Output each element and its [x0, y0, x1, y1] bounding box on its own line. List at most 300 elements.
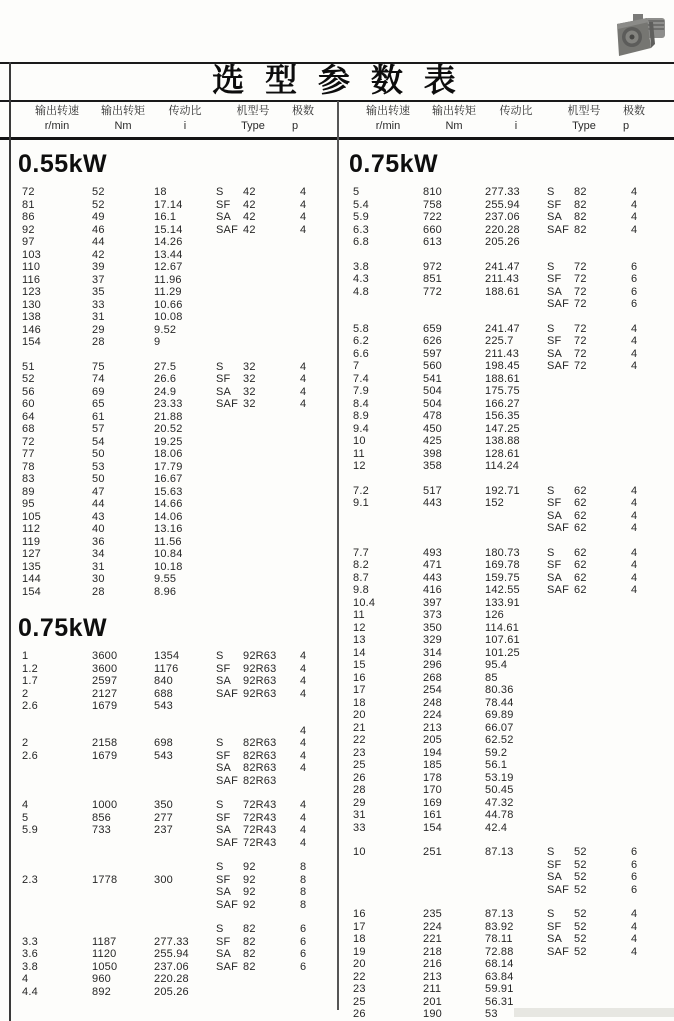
cell-poles	[290, 511, 338, 524]
cell-poles	[290, 700, 338, 713]
type-prefix	[547, 684, 574, 697]
cell-type	[547, 734, 621, 747]
table-header-left	[10, 103, 337, 133]
cell-poles	[621, 684, 669, 697]
type-size: 32	[243, 360, 256, 373]
cell-type	[547, 797, 621, 810]
table-row	[22, 923, 337, 936]
cell-poles: 6	[300, 960, 307, 973]
cell-poles	[621, 448, 669, 461]
cell-output-torque: 69	[92, 385, 105, 398]
cell-poles	[290, 311, 338, 324]
cell-poles: 4	[300, 211, 307, 223]
table-row	[22, 486, 337, 499]
cell-poles	[290, 436, 338, 449]
cell-poles	[290, 299, 338, 312]
cell-type	[216, 498, 290, 511]
type-prefix	[547, 759, 574, 772]
type-size: 92R63	[243, 662, 277, 675]
cell-output-torque: 31	[92, 560, 105, 573]
type-size: 72	[574, 298, 587, 310]
cell-output-torque: 892	[92, 985, 111, 998]
cell-ratio	[154, 762, 216, 775]
cell-output-speed: 9.4	[353, 422, 369, 435]
type-prefix: SF	[216, 935, 231, 948]
cell-ratio: 237	[154, 824, 173, 836]
cell-output-speed: 22	[353, 734, 366, 746]
cell-type	[216, 775, 290, 788]
type-prefix	[547, 448, 574, 461]
type-size: 82R63	[243, 749, 277, 762]
cell-output-torque: 44	[92, 236, 105, 248]
table-row	[22, 762, 337, 775]
cell-output-torque: 478	[423, 410, 442, 422]
cell-output-speed: 95	[22, 498, 35, 510]
cell-type	[547, 722, 621, 735]
cell-type	[216, 762, 290, 775]
column-header-unit: r/min	[375, 120, 401, 132]
cell-type	[547, 584, 621, 597]
type-prefix: SAF	[547, 522, 569, 534]
cell-output-torque: 659	[423, 322, 442, 335]
cell-ratio: 17.14	[154, 198, 183, 211]
cell-output-torque: 29	[92, 323, 105, 336]
type-size: 92R63	[243, 675, 277, 687]
cell-output-speed: 5.4	[353, 198, 369, 211]
type-size: 92	[243, 873, 256, 886]
cell-ratio: 220.28	[154, 973, 189, 985]
type-prefix	[216, 411, 243, 424]
type-size: 72R43	[243, 799, 277, 811]
cell-output-speed: 5	[353, 186, 360, 198]
cell-output-torque: 216	[423, 958, 442, 970]
cell-ratio	[485, 522, 547, 535]
type-size: 32	[243, 398, 256, 410]
type-prefix: SF	[216, 662, 231, 675]
cell-type	[547, 273, 621, 286]
table-block	[22, 861, 337, 911]
type-prefix: SAF	[547, 360, 569, 372]
column-header-label: 传动比	[168, 105, 202, 117]
cell-poles: 6	[300, 935, 307, 948]
cell-output-torque: 154	[423, 821, 442, 834]
type-prefix	[216, 523, 243, 536]
table-row	[22, 675, 337, 688]
cell-output-torque	[423, 510, 485, 523]
table-row	[353, 348, 674, 361]
cell-type	[216, 675, 290, 688]
type-size: 62	[574, 484, 587, 497]
type-prefix	[547, 597, 574, 610]
table-row	[353, 286, 674, 299]
cell-output-torque: 722	[423, 211, 442, 223]
cell-output-torque: 36	[92, 535, 105, 548]
cell-ratio: 87.13	[485, 908, 514, 920]
table-row	[353, 559, 674, 572]
cell-ratio: 142.55	[485, 584, 520, 596]
cell-poles: 8	[300, 898, 307, 911]
cell-output-torque	[423, 522, 485, 535]
cell-ratio: 53.19	[485, 771, 514, 784]
cell-output-torque: 224	[423, 709, 442, 721]
type-prefix	[547, 722, 574, 735]
type-prefix: SAF	[547, 584, 569, 596]
cell-type	[216, 561, 290, 574]
cell-type	[547, 784, 621, 797]
cell-ratio	[154, 725, 216, 738]
cell-poles: 8	[300, 861, 307, 873]
cell-output-torque: 43	[92, 510, 105, 523]
cell-output-speed: 11	[353, 447, 365, 460]
table-block	[22, 186, 337, 349]
cell-ratio: 192.71	[485, 484, 520, 497]
table-row	[353, 360, 674, 373]
cell-ratio: 300	[154, 873, 173, 886]
cell-type	[547, 335, 621, 348]
cell-type	[216, 461, 290, 474]
cell-poles	[621, 634, 669, 647]
cell-output-speed: 25	[353, 759, 366, 771]
cell-poles: 4	[631, 347, 638, 360]
cell-ratio: 18.06	[154, 448, 183, 460]
type-prefix: SAF	[216, 223, 238, 236]
type-prefix	[547, 747, 574, 760]
cell-poles	[290, 561, 338, 574]
type-prefix: SAF	[216, 687, 238, 700]
cell-type	[547, 647, 621, 660]
cell-output-speed: 68	[22, 423, 35, 435]
cell-poles	[621, 236, 669, 249]
cell-output-torque: 398	[423, 447, 442, 460]
cell-ratio: 237.06	[154, 960, 189, 973]
cell-type	[216, 473, 290, 486]
cell-output-speed: 13	[353, 634, 366, 646]
cell-type	[216, 923, 290, 936]
cell-type	[216, 650, 290, 663]
type-prefix	[547, 809, 574, 822]
cell-output-torque: 268	[423, 671, 442, 684]
cell-poles: 4	[631, 509, 638, 522]
cell-ratio: 840	[154, 675, 173, 687]
table-row	[353, 273, 674, 286]
cell-poles	[290, 411, 338, 424]
column-header-label: 极数	[292, 105, 314, 117]
cell-ratio: 47.32	[485, 796, 514, 809]
cell-ratio: 543	[154, 749, 173, 762]
type-prefix: S	[547, 846, 555, 858]
cell-output-speed: 20	[353, 958, 366, 970]
table-row	[22, 573, 337, 586]
cell-output-torque: 213	[423, 970, 442, 983]
cell-output-speed: 4.4	[22, 985, 38, 998]
table-row	[353, 684, 674, 697]
cell-ratio	[154, 886, 216, 899]
table-row	[22, 236, 337, 249]
cell-output-torque: 626	[423, 335, 442, 347]
left-border-line	[9, 62, 11, 1021]
column-header-label: 输出转矩	[432, 105, 476, 117]
table-row	[22, 961, 337, 974]
type-prefix: S	[547, 908, 555, 920]
cell-type	[547, 572, 621, 585]
cell-type	[547, 747, 621, 760]
cell-type	[216, 961, 290, 974]
cell-output-torque: 218	[423, 945, 442, 958]
cell-output-torque: 254	[423, 684, 442, 696]
type-prefix: SF	[547, 559, 562, 571]
cell-type	[547, 261, 621, 274]
table-block	[353, 261, 674, 311]
cell-output-speed: 103	[22, 248, 41, 261]
cell-ratio: 211.43	[485, 273, 520, 285]
type-prefix: SA	[547, 871, 563, 883]
cell-type	[216, 973, 290, 986]
cell-poles: 4	[631, 198, 638, 211]
table-row	[22, 799, 337, 812]
cell-output-torque: 33	[92, 298, 105, 311]
type-size: 92R63	[243, 650, 277, 662]
center-divider-line	[337, 101, 339, 1010]
type-size: 92	[243, 861, 256, 873]
column-header-0	[353, 103, 423, 133]
type-prefix: SA	[216, 385, 232, 398]
cell-type	[547, 373, 621, 386]
cell-output-speed	[22, 923, 92, 936]
cell-ratio: 175.75	[485, 385, 520, 397]
cell-type	[547, 448, 621, 461]
table-row	[353, 722, 674, 735]
cell-output-torque: 2597	[92, 675, 118, 687]
cell-output-speed: 18	[353, 933, 366, 945]
cell-type	[547, 921, 621, 934]
cell-output-torque: 49	[92, 211, 105, 223]
type-size: 82	[574, 223, 587, 236]
cell-output-torque: 37	[92, 273, 105, 286]
cell-type	[547, 510, 621, 523]
cell-output-speed: 2.3	[22, 873, 38, 886]
cell-output-torque: 2127	[92, 687, 118, 700]
type-prefix: SF	[547, 198, 562, 211]
cell-type	[216, 799, 290, 812]
cell-poles	[621, 597, 669, 610]
type-prefix: SA	[547, 509, 563, 522]
cell-type	[547, 398, 621, 411]
cell-ratio: 95.4	[485, 659, 508, 671]
table-block	[22, 725, 337, 788]
table-row	[353, 908, 674, 921]
cell-type	[216, 886, 290, 899]
cell-poles: 4	[300, 385, 307, 398]
cell-type	[547, 435, 621, 448]
cell-output-speed: 89	[22, 485, 35, 498]
table-row	[22, 211, 337, 224]
cell-output-speed: 5.8	[353, 322, 369, 335]
cell-output-speed: 5.9	[22, 824, 38, 836]
cell-poles	[621, 385, 669, 398]
cell-type	[547, 672, 621, 685]
type-prefix: S	[547, 260, 555, 273]
cell-poles: 4	[300, 662, 307, 675]
type-size: 92R63	[243, 687, 277, 700]
cell-poles	[290, 324, 338, 337]
cell-poles: 6	[631, 285, 638, 298]
cell-poles	[621, 759, 669, 772]
cell-type	[547, 634, 621, 647]
cell-output-speed: 4.8	[353, 285, 369, 298]
type-size: 82	[243, 948, 256, 960]
table-row	[22, 299, 337, 312]
cell-output-torque	[92, 861, 154, 874]
cell-output-torque: 74	[92, 373, 105, 385]
cell-poles: 4	[631, 360, 638, 372]
cell-output-speed	[353, 522, 423, 535]
cell-poles: 4	[631, 546, 638, 559]
cell-poles: 4	[631, 186, 638, 198]
cell-output-torque	[423, 859, 485, 872]
cell-poles	[290, 973, 338, 986]
type-prefix	[216, 236, 243, 249]
type-prefix: S	[216, 650, 224, 662]
cell-output-torque: 194	[423, 746, 442, 759]
cell-ratio: 8.96	[154, 585, 177, 598]
cell-ratio: 241.47	[485, 260, 520, 273]
cell-output-torque: 960	[92, 973, 111, 985]
cell-output-speed: 10.4	[353, 596, 376, 609]
cell-output-torque: 34	[92, 548, 105, 560]
cell-output-torque	[423, 298, 485, 311]
cell-type	[547, 846, 621, 859]
cell-poles	[621, 398, 669, 411]
cell-poles	[290, 336, 338, 349]
type-prefix	[547, 236, 574, 249]
cell-output-speed: 154	[22, 336, 41, 348]
cell-output-torque: 972	[423, 260, 442, 273]
type-prefix: S	[216, 186, 224, 198]
type-prefix: SF	[216, 198, 231, 211]
column-header-unit: i	[183, 120, 187, 132]
type-size: 82R63	[243, 737, 277, 749]
cell-ratio: 237.06	[485, 211, 520, 223]
cell-output-speed: 7.7	[353, 546, 369, 559]
cell-type	[547, 958, 621, 971]
cell-ratio: 16.1	[154, 211, 177, 223]
type-prefix	[216, 973, 243, 986]
column-header-3	[216, 103, 290, 133]
type-size: 32	[243, 373, 256, 385]
type-size: 82	[574, 198, 587, 211]
cell-poles: 6	[631, 273, 638, 285]
cell-output-speed: 97	[22, 236, 35, 248]
power-section-label: 0.55kW	[18, 150, 108, 178]
cell-output-torque: 329	[423, 634, 442, 646]
cell-poles: 4	[631, 908, 638, 920]
cell-type	[547, 298, 621, 311]
table-row	[353, 647, 674, 660]
type-prefix	[547, 410, 574, 423]
type-prefix	[216, 986, 243, 999]
cell-poles	[621, 958, 669, 971]
cell-output-torque: 1000	[92, 799, 118, 811]
cell-output-torque	[92, 899, 154, 912]
cell-ratio: 241.47	[485, 322, 520, 335]
cell-ratio: 11.96	[154, 273, 182, 286]
type-prefix: SA	[216, 886, 232, 898]
cell-output-speed: 28	[353, 784, 366, 796]
cell-poles	[621, 996, 669, 1009]
cell-output-torque: 248	[423, 696, 442, 709]
cell-poles	[621, 410, 669, 423]
table-row	[22, 361, 337, 374]
cell-output-speed: 86	[22, 211, 35, 223]
cell-ratio: 159.75	[485, 571, 520, 584]
cell-output-speed: 4.3	[353, 273, 369, 285]
type-prefix	[547, 709, 574, 722]
type-size: 32	[243, 385, 256, 398]
type-size: 42	[243, 186, 256, 198]
table-row	[22, 249, 337, 262]
table-row	[22, 398, 337, 411]
cell-poles: 4	[631, 559, 638, 571]
cell-output-speed	[22, 775, 92, 788]
type-size: 72	[574, 260, 587, 273]
cell-output-torque: 597	[423, 347, 442, 360]
type-prefix: SAF	[216, 774, 238, 787]
table-row	[22, 688, 337, 701]
cell-type	[216, 986, 290, 999]
cell-poles	[621, 772, 669, 785]
cell-output-torque: 856	[92, 811, 111, 824]
cell-poles: 6	[631, 883, 638, 896]
cell-type	[547, 323, 621, 336]
cell-ratio: 1176	[154, 662, 179, 675]
type-size: 52	[574, 858, 587, 871]
cell-poles: 4	[631, 522, 638, 534]
type-size: 62	[574, 571, 587, 584]
table-row	[353, 933, 674, 946]
table-row	[22, 324, 337, 337]
cell-output-torque: 224	[423, 920, 442, 933]
type-prefix: SAF	[216, 398, 238, 410]
cell-ratio: 166.27	[485, 397, 520, 410]
cell-ratio: 277	[154, 811, 173, 824]
type-prefix	[216, 548, 243, 561]
table-row	[353, 797, 674, 810]
type-prefix: S	[216, 861, 224, 873]
cell-output-torque: 1679	[92, 700, 118, 712]
cell-type	[216, 411, 290, 424]
type-prefix: S	[216, 360, 224, 373]
cell-output-speed	[22, 725, 92, 738]
column-header-0	[22, 103, 92, 133]
cell-type	[547, 360, 621, 373]
cell-output-speed: 72	[22, 186, 35, 198]
type-prefix: SF	[216, 373, 231, 385]
cell-ratio: 205.26	[154, 985, 189, 998]
cell-output-torque: 851	[423, 273, 442, 285]
table-row	[353, 709, 674, 722]
table-row	[22, 511, 337, 524]
type-size: 62	[574, 509, 587, 522]
cell-ratio: 10.08	[154, 311, 183, 323]
cell-poles: 4	[300, 724, 307, 737]
cell-ratio: 78.11	[485, 933, 513, 945]
type-prefix: SAF	[547, 945, 569, 958]
cell-type	[216, 286, 290, 299]
type-prefix	[216, 573, 243, 586]
cell-output-speed: 17	[353, 684, 366, 696]
type-prefix	[216, 423, 243, 436]
cell-output-torque: 170	[423, 784, 442, 796]
